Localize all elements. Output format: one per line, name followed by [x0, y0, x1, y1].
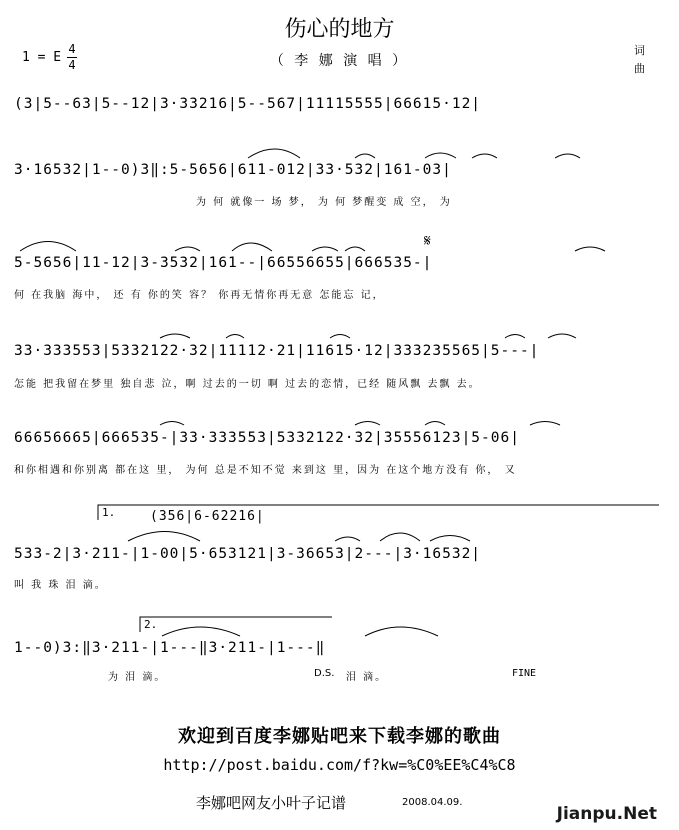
time-signature-bottom: 4 [68, 58, 76, 72]
slur [160, 422, 184, 426]
score-system-2-notes: 3·16532|1--0)3‖:5-5656|611-012|33·532|161-03| [14, 162, 452, 178]
slur [20, 242, 76, 252]
score-system-6-notes: 533-2|3·211-|1-00|5·653121|3-36653|2---|3·16532| [14, 546, 482, 562]
slur [312, 247, 338, 251]
lyricist-label: 词 [634, 44, 645, 57]
score-system-7-notes: 1--0)3:‖3·211-|1---‖3·211-|1---‖ [14, 640, 326, 656]
composer-label: 曲 [634, 62, 645, 75]
key-signature: 1 = E [22, 50, 62, 65]
slur [548, 334, 576, 338]
promo-url[interactable]: http://post.baidu.com/f?kw=%C0%EE%C4%C8 [163, 756, 516, 774]
slur [248, 149, 300, 158]
slur [128, 532, 200, 542]
transcription-date: 2008.04.09. [402, 797, 463, 808]
slur [330, 335, 350, 339]
volta-1-bracket [98, 505, 659, 520]
slur [226, 335, 244, 339]
volta-2-bracket [140, 617, 332, 632]
slur [175, 247, 200, 251]
site-watermark: Jianpu.Net [556, 804, 657, 824]
score-system-1-notes: (3|5--63|5--12|3·33216|5--567|11115555|66615·12| [14, 96, 482, 112]
slur [555, 154, 580, 158]
slur [425, 422, 445, 426]
score-system-5-notes: 66656665|666535-|33·333553|5332122·32|35556123|5-06| [14, 430, 520, 446]
time-signature-top: 4 [68, 42, 76, 56]
slur [505, 335, 525, 339]
score-system-7-lyrics: 为 泪 滴。 [108, 672, 167, 683]
segno-icon: 𝄋 [424, 231, 431, 250]
score-system-3-notes: 5-5656|11-12|3-3532|161--|66556655|666535-| [14, 255, 433, 271]
slur [160, 334, 190, 338]
song-title: 伤心的地方 [284, 17, 395, 42]
score-system-4-lyrics: 怎能 把我留在梦里 独自悲 泣，啊 过去的一切 啊 过去的恋情，已经 随风飘 去飘 去。 [14, 379, 481, 390]
score-system-6-lyrics: 叫 我 珠 泪 滴。 [14, 580, 107, 591]
slur [472, 154, 497, 158]
volta-2-label: 2. [144, 618, 158, 631]
volta-1-label: 1. [102, 506, 116, 519]
score-system-2-lyrics: 为 何 就像一 场 梦， 为 何 梦醒变 成 空， 为 [196, 197, 452, 208]
slur [425, 153, 456, 158]
slur [355, 422, 380, 426]
ds-marking: D.S. [314, 668, 335, 679]
slur [380, 533, 420, 541]
slur [365, 627, 438, 636]
slur [530, 422, 560, 426]
slur [345, 247, 365, 251]
score-system-3-lyrics: 何 在我脑 海中， 还 有 你的笑 容？ 你再无情你再无意 怎能忘 记， [14, 290, 385, 301]
slur [355, 154, 375, 158]
slur [335, 537, 360, 541]
score-system-5-lyrics: 和你相遇和你别离 都在这 里， 为何 总是不知不觉 来到这 里，因为 在这个地方没有 你， 又 [14, 465, 517, 476]
ending-lyrics: 泪 滴。 [346, 672, 388, 683]
transcriber-credit: 李娜吧网友小叶子记谱 [196, 794, 347, 812]
slur [575, 247, 605, 251]
score-system-4-notes: 33·333553|5332122·32|11112·21|11615·12|333235565|5---| [14, 343, 540, 359]
slur [162, 627, 240, 636]
slur [232, 243, 272, 251]
slur [430, 536, 470, 542]
fine-marking: FINE [512, 668, 537, 679]
volta-1-notes: (356|6-62216| [150, 509, 265, 524]
singer-credit: （ 李 娜 演 唱 ） [269, 53, 410, 69]
download-promo: 欢迎到百度李娜贴吧来下载李娜的歌曲 [178, 726, 501, 747]
